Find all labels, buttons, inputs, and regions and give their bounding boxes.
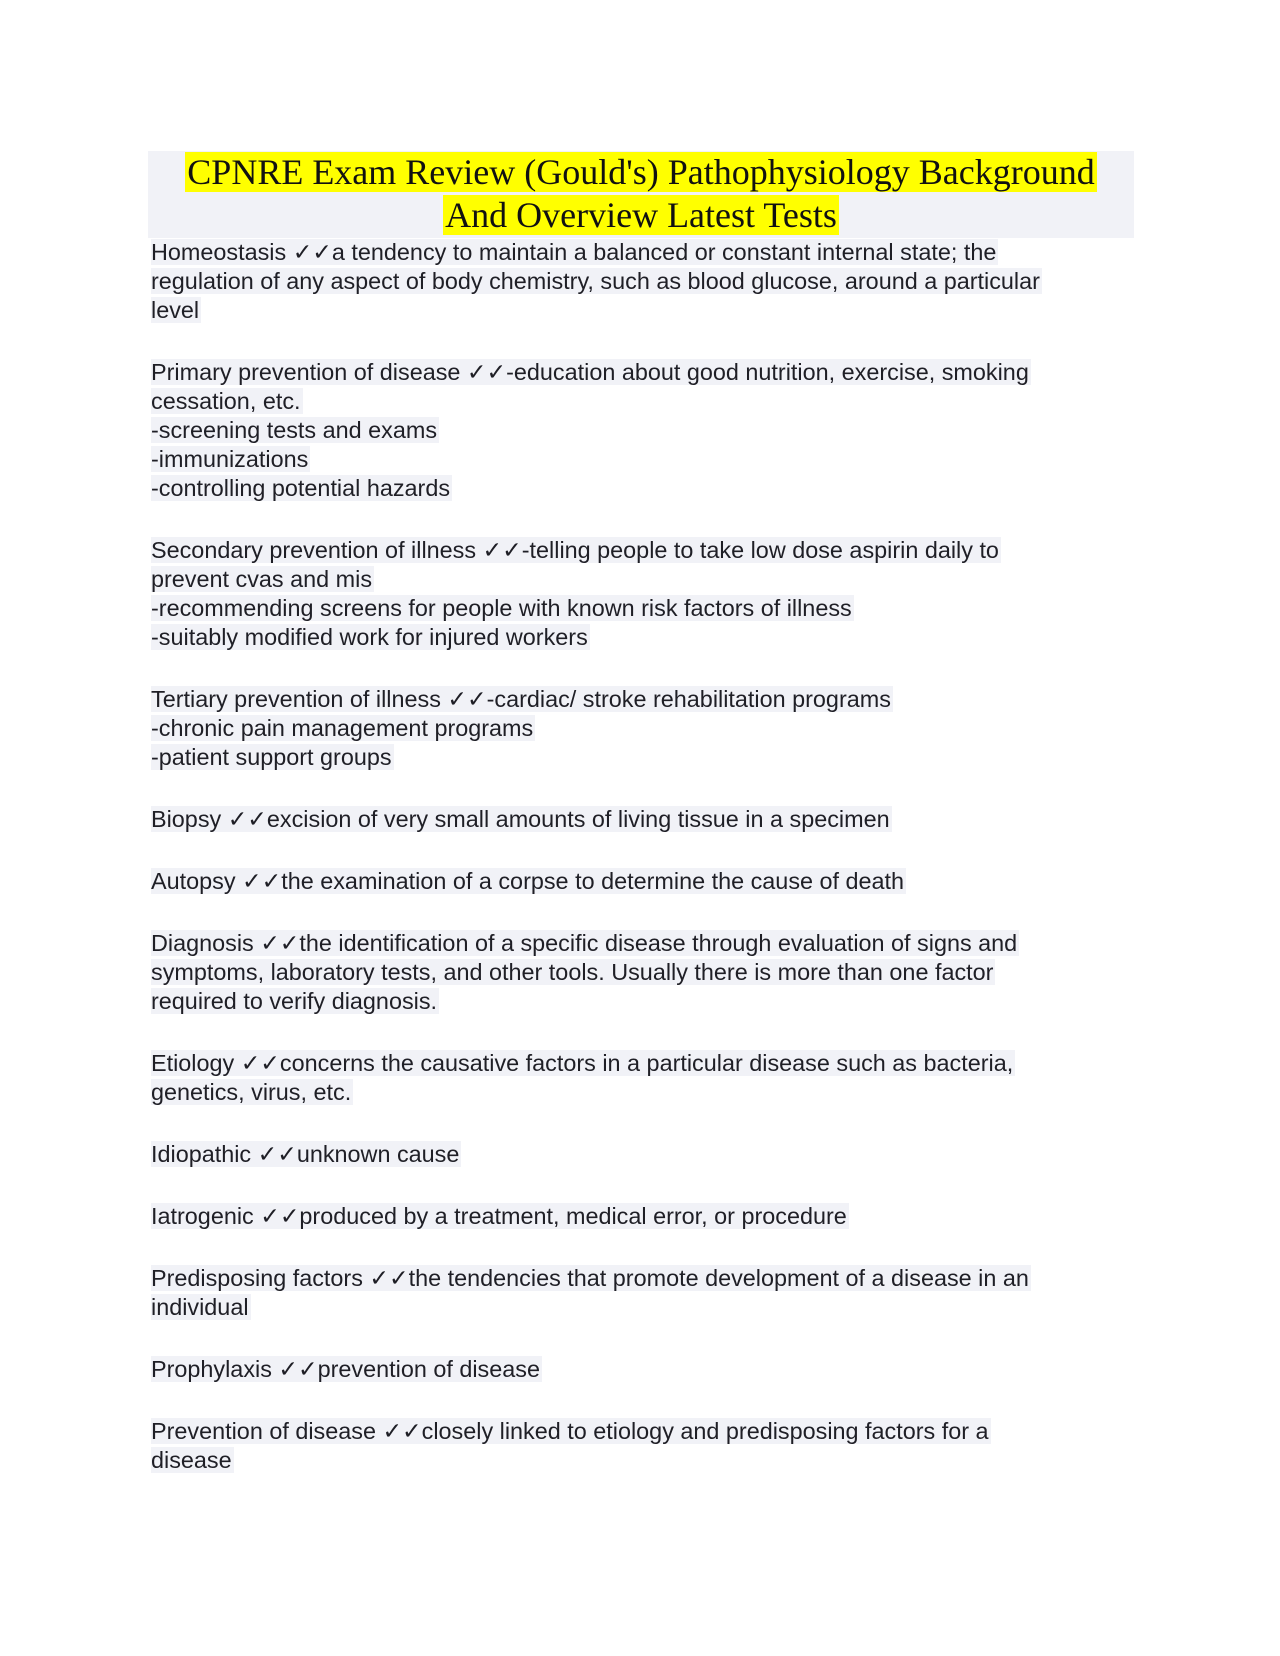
flashcard-entry [151,685,1141,772]
entry-line-text: individual [151,1294,249,1320]
entry-line-text: required to verify diagnosis. [151,988,438,1014]
entry-line [151,1078,1141,1107]
entry-line-text: level [151,297,200,323]
entry-line-text: prevent cvas and mis [151,566,373,592]
entry-line-text: Idiopathic ✓✓unknown cause [151,1141,460,1167]
flashcard-entry [151,1355,1141,1384]
entry-line-text: -patient support groups [151,744,392,770]
entry-line [151,387,1141,416]
entry-line-text: -chronic pain management programs [151,715,534,741]
entry-line-text: Biopsy ✓✓excision of very small amounts of living tissue in a specimen [151,806,890,832]
entry-line [151,1293,1141,1322]
entry-line [151,1049,1141,1078]
entry-line-text: regulation of any aspect of body chemistry, such as blood glucose, around a particular [151,268,1040,294]
entry-line [151,1417,1141,1446]
entry-line-text: symptoms, laboratory tests, and other tools. Usually there is more than one factor [151,959,994,985]
entry-line [151,1446,1141,1475]
entry-line [151,1355,1141,1384]
entry-line [151,536,1141,565]
entry-line [151,867,1141,896]
flashcard-entry [151,929,1141,1016]
flashcard-entry [151,1049,1141,1107]
entry-line [151,296,1141,325]
entry-line-text: Tertiary prevention of illness ✓✓-cardiac/ stroke rehabilitation programs [151,686,891,712]
entry-line [151,565,1141,594]
entry-line-text: Primary prevention of disease ✓✓-education about good nutrition, exercise, smoking [151,359,1029,385]
entry-line [151,623,1141,652]
entry-line [151,743,1141,772]
entry-line-text: -controlling potential hazards [151,475,451,501]
entry-line-text: genetics, virus, etc. [151,1079,352,1105]
flashcard-entry [151,805,1141,834]
flashcard-entry [151,238,1141,325]
entry-line [151,358,1141,387]
entry-line [151,805,1141,834]
title-line-2: And Overview Latest Tests [445,195,837,235]
flashcard-entry [151,1417,1141,1475]
entry-line [151,445,1141,474]
entry-line-text: Secondary prevention of illness ✓✓-telling people to take low dose aspirin daily to [151,537,999,563]
entry-line [151,958,1141,987]
entry-line-text: -screening tests and exams [151,417,438,443]
entry-line [151,594,1141,623]
entry-line-text: Autopsy ✓✓the examination of a corpse to determine the cause of death [151,868,905,894]
entry-line [151,267,1141,296]
entry-line [151,474,1141,503]
flashcard-entry [151,358,1141,503]
entry-line-text: disease [151,1447,232,1473]
entry-line-text: -immunizations [151,446,309,472]
entry-line-text: Prevention of disease ✓✓closely linked to etiology and predisposing factors for a [151,1418,989,1444]
document-title [148,151,1134,238]
entry-line [151,929,1141,958]
entry-line-text: Iatrogenic ✓✓produced by a treatment, medical error, or procedure [151,1203,847,1229]
flashcard-entry [151,1140,1141,1169]
entry-line [151,1140,1141,1169]
entry-line [151,987,1141,1016]
flashcard-entry [151,1202,1141,1231]
flashcard-entry [151,867,1141,896]
entry-line [151,238,1141,267]
entry-line-text: -recommending screens for people with known risk factors of illness [151,595,852,621]
flashcard-entry [151,1264,1141,1322]
entry-line-text: Diagnosis ✓✓the identification of a specific disease through evaluation of signs and [151,930,1018,956]
entry-line [151,714,1141,743]
entry-line [151,1264,1141,1293]
entry-line-text: Prophylaxis ✓✓prevention of disease [151,1356,540,1382]
entry-line-text: -suitably modified work for injured workers [151,624,588,650]
flashcard-list [151,238,1141,1508]
entry-line-text: Etiology ✓✓concerns the causative factors in a particular disease such as bacteria, [151,1050,1014,1076]
entry-line-text: Predisposing factors ✓✓the tendencies that promote development of a disease in an [151,1265,1029,1291]
entry-line [151,416,1141,445]
entry-line-text: cessation, etc. [151,388,301,414]
entry-line [151,685,1141,714]
entry-line [151,1202,1141,1231]
flashcard-entry [151,536,1141,652]
title-line-1: CPNRE Exam Review (Gould's) Pathophysiology Background [187,152,1095,192]
entry-line-text: Homeostasis ✓✓a tendency to maintain a balanced or constant internal state; the [151,239,997,265]
